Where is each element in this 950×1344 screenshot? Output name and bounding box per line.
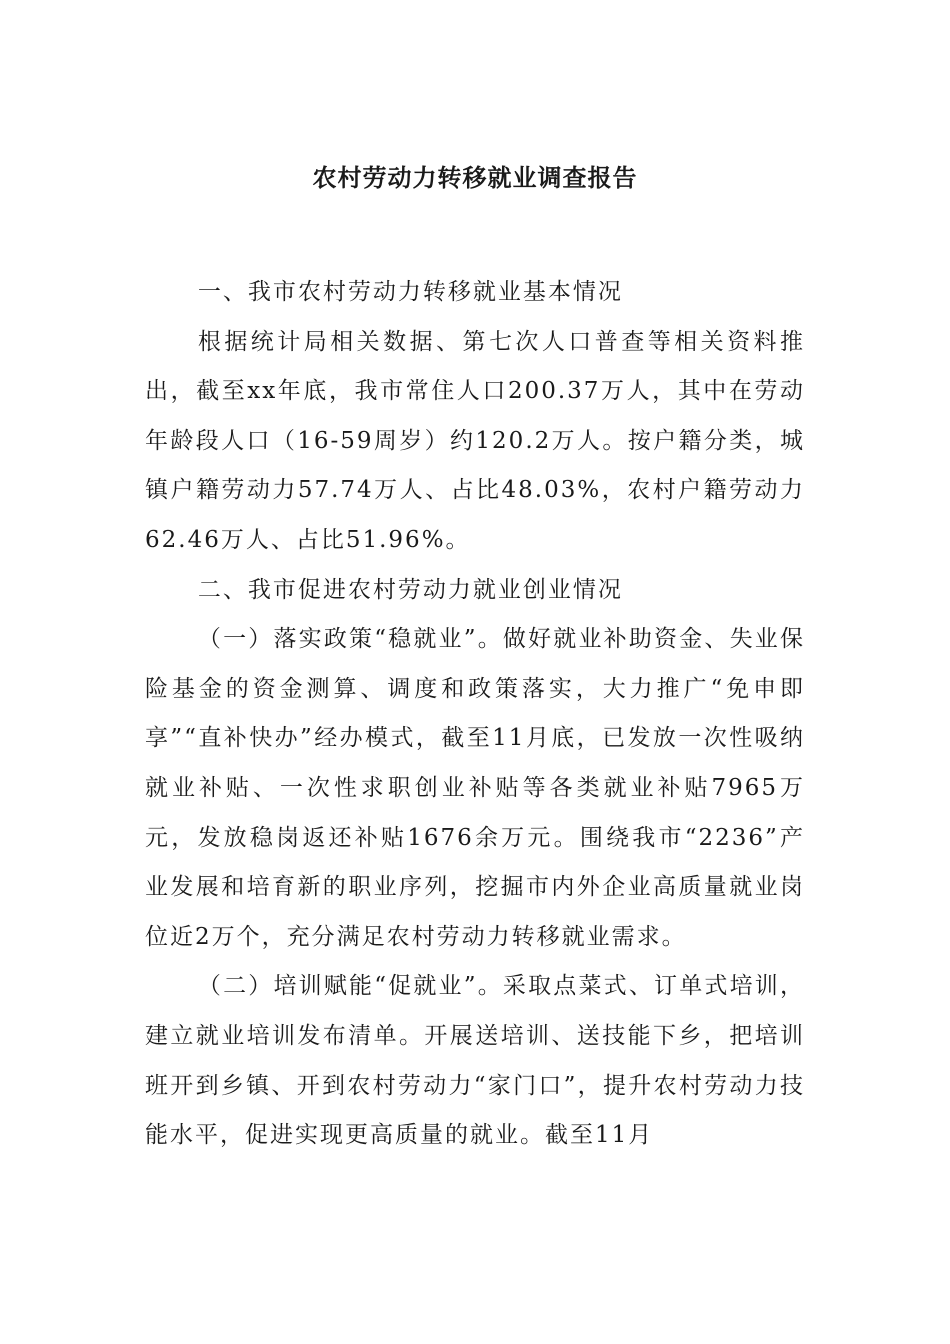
section-heading-1: 一、我市农村劳动力转移就业基本情况: [197, 279, 623, 305]
paragraph-basic-situation: 根据统计局相关数据、第七次人口普查等相关资料推出，截至xx年底，我市常住人口200.37万人，其中在劳动年龄段人口（16-59周岁）约120.2万人。按户籍分类，城镇户籍劳动力57.74万人、占比48.03%，农村户籍劳动力62.46万人、占比51.96%。: [145, 328, 805, 553]
paragraph-policy: （一）落实政策“稳就业”。做好就业补助资金、失业保险基金的资金测算、调度和政策落实，大力推广“免申即享”“直补快办”经办模式，截至11月底，已发放一次性吸纳就业补贴、一次性求职创业补贴等各类就业补贴7965万元，发放稳岗返还补贴1676余万元。围绕我市“2236”产业发展和培育新的职业序列，挖掘市内外企业高质量就业岗位近2万个，充分满足农村劳动力转移就业需求。: [145, 626, 805, 950]
paragraph-training: （二）培训赋能“促就业”。采取点菜式、订单式培训，建立就业培训发布清单。开展送培训、送技能下乡，把培训班开到乡镇、开到农村劳动力“家门口”，提升农村劳动力技能水平，促进实现更高质量的就业。截至11月: [145, 973, 805, 1149]
section-heading-2: 二、我市促进农村劳动力就业创业情况: [197, 576, 623, 603]
document-title: 农村劳动力转移就业调查报告: [312, 163, 638, 192]
document-body: [145, 268, 805, 1161]
